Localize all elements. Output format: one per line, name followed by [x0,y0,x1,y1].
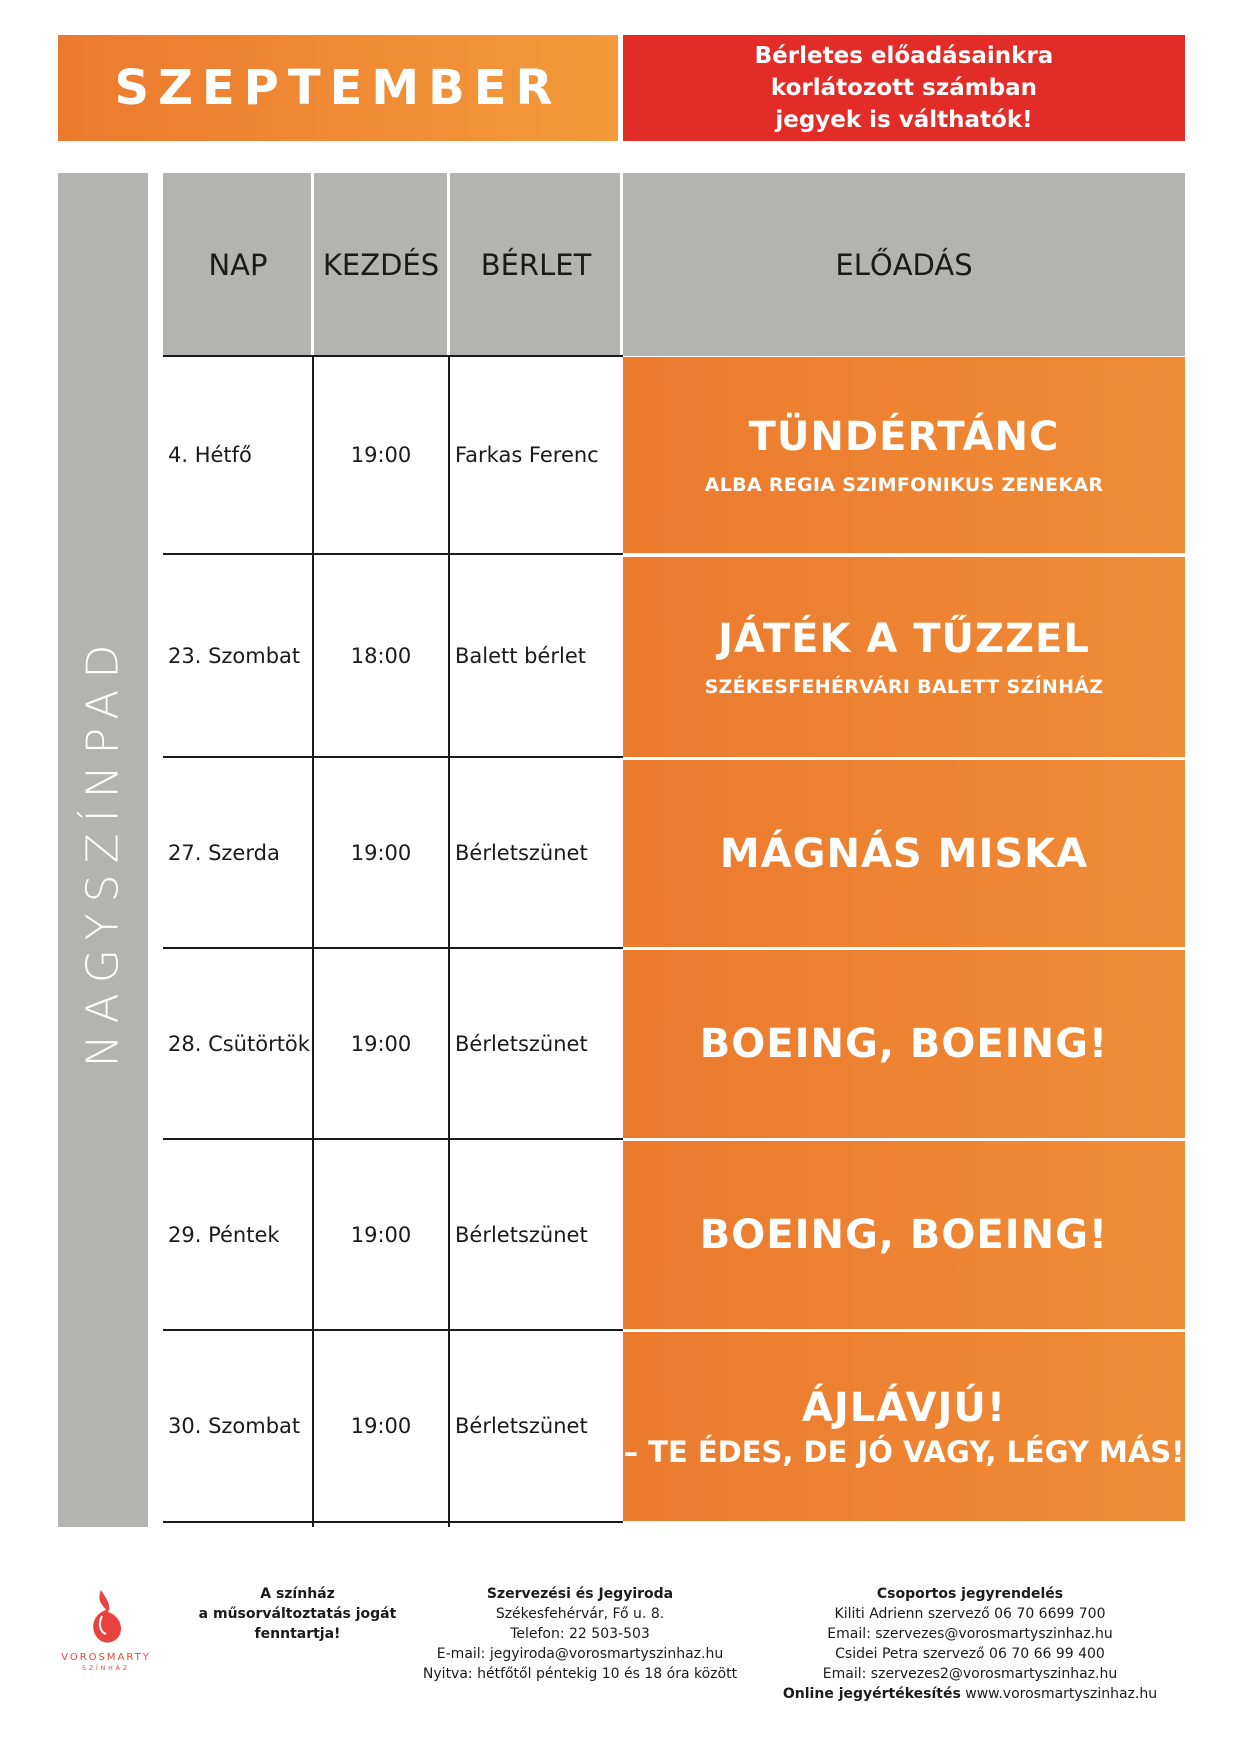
performance-title: TÜNDÉRTÁNC [748,414,1060,460]
performance-subtitle: ALBA REGIA SZIMFONIKUS ZENEKAR [704,474,1104,496]
column-header-start: KEZDÉS [313,173,449,356]
row-day: 27. Szerda [168,840,280,865]
footer-office: Szervezési és Jegyiroda Székesfehérvár, Fő u. 8. Telefon: 22 503-503 E-mail: jegyiroda@vorosmartyszinhaz.hu Nyitva: hétfőtől péntekig 10 és 18 óra között [420,1584,740,1684]
row-pass: Bérletszünet [455,840,588,865]
performance-title: JÁTÉK A TŰZZEL [718,616,1090,662]
office-email: E-mail: jegyiroda@vorosmartyszinhaz.hu [436,1646,724,1662]
performance-title: MÁGNÁS MISKA [719,830,1089,877]
notice-banner [623,35,1185,141]
performance-title: BOEING, BOEING! [699,1212,1109,1258]
header-divider [620,173,623,356]
row-pass: Farkas Ferenc [455,443,599,467]
column-divider [448,356,450,1527]
performance-title: BOEING, BOEING! [699,1021,1109,1067]
performance-subtitle: – TE ÉDES, DE JÓ VAGY, LÉGY MÁS! [623,1434,1185,1469]
row-time: 19:00 [350,443,412,467]
header-divider [311,173,314,356]
performance-cell [623,557,1185,757]
performance-cell [623,950,1185,1138]
row-time: 19:00 [350,1031,412,1056]
row-pass: Balett bérlet [455,643,587,668]
row-day: 28. Csütörtök [168,1031,310,1056]
performance-cell [623,760,1185,947]
row-pass: Bérletszünet [455,1414,588,1438]
performance-cell [623,357,1185,553]
footer-group: Csoportos jegyrendelés Kiliti Adrienn szervező 06 70 6699 700 Email: szervezes@vorosmartyszinhaz.hu Csidei Petra szervező 06 70 66 99 400 Email: szervezes2@vorosmartyszinhaz.hu Online jegyértékesítés www.vorosmartyszinhaz.hu [770,1584,1170,1704]
row-day: 30. Szombat [168,1414,301,1438]
column-header-show: ELŐADÁS [623,173,1185,356]
row-time: 19:00 [350,1414,412,1438]
online-url: www.vorosmartyszinhaz.hu [965,1686,1158,1702]
logo-subtext: SZÍNHÁZ [82,1665,130,1672]
performance-subtitle: SZÉKESFEHÉRVÁRI BALETT SZÍNHÁZ [704,676,1104,698]
row-day: 23. Szombat [168,643,301,668]
header-divider [447,173,450,356]
performance-cell [623,1141,1185,1329]
month-banner [58,35,618,141]
footer-disclaimer: A színház a műsorváltoztatás jogát fenntartja! [198,1586,397,1642]
performance-title: ÁJLÁVJÚ! [801,1384,1007,1431]
logo-wordmark: VOROSMARTY [61,1652,151,1663]
row-pass: Bérletszünet [455,1222,588,1247]
row-time: 18:00 [350,643,412,668]
stage-label: NAGYSZÍNPAD [77,633,129,1067]
stage-label-bar [58,173,148,1527]
row-day: 4. Hétfő [168,443,252,467]
column-header-pass: BÉRLET [449,173,623,356]
month-title: SZEPTEMBER [114,60,562,116]
group-title: Csoportos jegyrendelés [876,1586,1064,1602]
office-title: Szervezési és Jegyiroda [486,1586,674,1602]
row-time: 19:00 [350,840,412,865]
row-divider [163,1521,623,1523]
row-time: 19:00 [350,1222,412,1247]
notice-text: Bérletes előadásainkra korlátozott számban jegyek is válthatók! [754,43,1054,133]
row-day: 29. Péntek [168,1222,280,1247]
performance-cell [623,1332,1185,1521]
column-header-day: NAP [163,173,313,356]
row-pass: Bérletszünet [455,1031,588,1056]
online-label: Online jegyértékesítés [782,1686,961,1702]
